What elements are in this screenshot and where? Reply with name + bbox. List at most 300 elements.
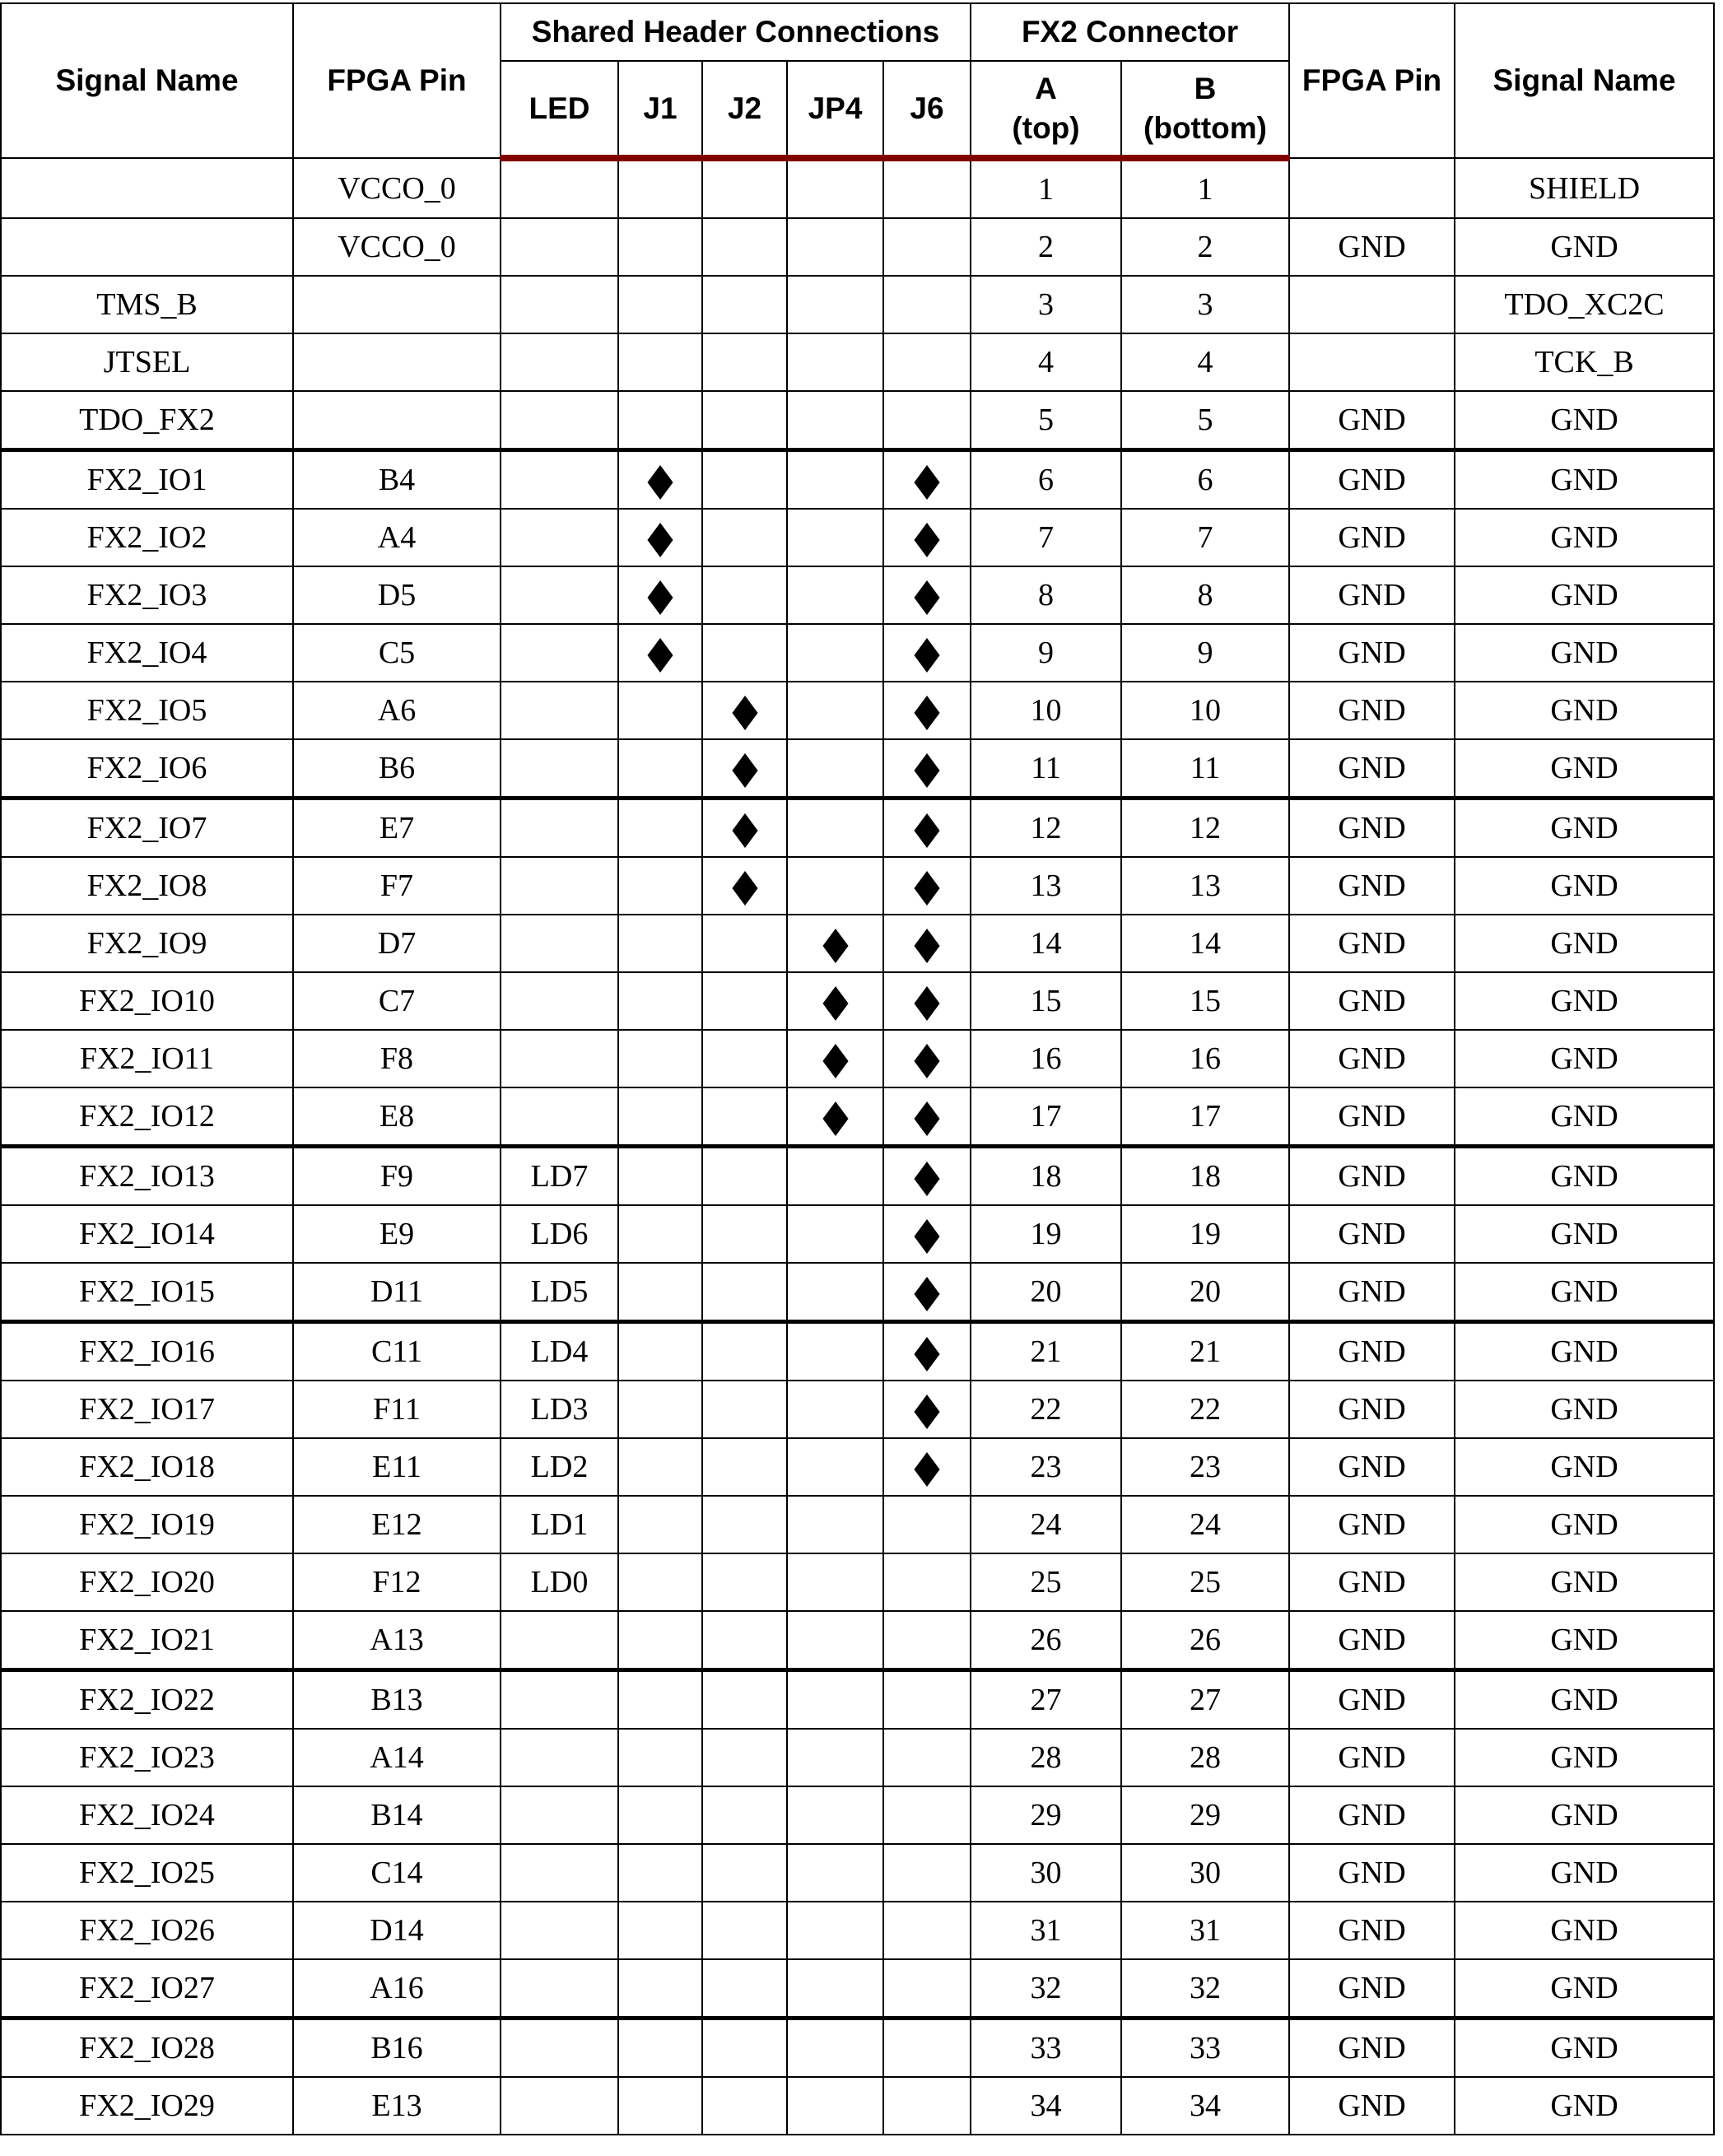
connector-b-pin-cell: 8 xyxy=(1121,566,1289,624)
right-signal-name-cell: GND xyxy=(1455,218,1714,276)
j2-cell xyxy=(702,1786,787,1844)
fpga-pin-cell: C11 xyxy=(293,1322,501,1381)
fpga-pin-cell: D5 xyxy=(293,566,501,624)
led-cell: LD6 xyxy=(501,1205,618,1263)
j2-cell xyxy=(702,276,787,333)
right-fpga-pin-cell: GND xyxy=(1289,739,1455,799)
j1-cell xyxy=(618,276,702,333)
table-row xyxy=(1,1322,1714,1381)
table-body xyxy=(1,158,1714,2135)
j1-cell xyxy=(618,1263,702,1322)
signal-name-cell: FX2_IO12 xyxy=(1,1087,293,1147)
right-fpga-pin-cell: GND xyxy=(1289,915,1455,972)
table-row xyxy=(1,509,1714,566)
connector-b-pin-cell: 16 xyxy=(1121,1030,1289,1087)
led-cell: LD4 xyxy=(501,1322,618,1381)
signal-name-cell: FX2_IO29 xyxy=(1,2077,293,2135)
connector-b-pin-cell: 27 xyxy=(1121,1670,1289,1730)
table-row xyxy=(1,1263,1714,1322)
j6-cell xyxy=(883,799,971,858)
led-cell: LD2 xyxy=(501,1438,618,1496)
led-cell xyxy=(501,1902,618,1959)
j6-cell xyxy=(883,566,971,624)
j1-cell xyxy=(618,1205,702,1263)
connector-a-pin-cell: 16 xyxy=(971,1030,1121,1087)
right-signal-name-cell: GND xyxy=(1455,566,1714,624)
signal-name-cell: FX2_IO22 xyxy=(1,1670,293,1730)
fpga-pin-cell: B14 xyxy=(293,1786,501,1844)
j1-cell xyxy=(618,1729,702,1786)
fpga-pin-cell: E7 xyxy=(293,799,501,858)
right-fpga-pin-cell: GND xyxy=(1289,450,1455,510)
led-cell xyxy=(501,2019,618,2078)
fpga-pin-cell: E12 xyxy=(293,1496,501,1553)
j1-cell xyxy=(618,158,702,218)
led-cell xyxy=(501,624,618,682)
fpga-pin-cell: A4 xyxy=(293,509,501,566)
connector-a-pin-cell: 30 xyxy=(971,1844,1121,1902)
right-signal-name-cell: GND xyxy=(1455,450,1714,510)
header-j6: J6 xyxy=(883,61,971,158)
table-row xyxy=(1,1729,1714,1786)
j1-cell xyxy=(618,566,702,624)
connector-a-pin-cell: 26 xyxy=(971,1611,1121,1670)
connector-b-pin-cell: 10 xyxy=(1121,682,1289,739)
jp4-cell xyxy=(787,450,883,510)
table-header xyxy=(1,3,1714,158)
connector-b-pin-cell: 12 xyxy=(1121,799,1289,858)
header-left-fpga-pin: FPGA Pin xyxy=(293,3,501,158)
right-signal-name-cell: GND xyxy=(1455,1205,1714,1263)
led-cell xyxy=(501,1786,618,1844)
connector-a-pin-cell: 10 xyxy=(971,682,1121,739)
right-signal-name-cell: GND xyxy=(1455,739,1714,799)
j2-cell xyxy=(702,1729,787,1786)
table-row xyxy=(1,1786,1714,1844)
led-cell xyxy=(501,450,618,510)
j6-cell xyxy=(883,972,971,1030)
fpga-pin-cell: D14 xyxy=(293,1902,501,1959)
signal-name-cell: FX2_IO27 xyxy=(1,1959,293,2019)
connector-a-pin-cell: 28 xyxy=(971,1729,1121,1786)
right-fpga-pin-cell: GND xyxy=(1289,1496,1455,1553)
right-fpga-pin-cell xyxy=(1289,276,1455,333)
connector-a-pin-cell: 27 xyxy=(971,1670,1121,1730)
fpga-pin-cell: A14 xyxy=(293,1729,501,1786)
right-fpga-pin-cell: GND xyxy=(1289,1438,1455,1496)
connector-a-pin-cell: 2 xyxy=(971,218,1121,276)
signal-name-cell: FX2_IO13 xyxy=(1,1147,293,1206)
connector-b-pin-cell: 20 xyxy=(1121,1263,1289,1322)
connector-b-pin-cell: 6 xyxy=(1121,450,1289,510)
j1-cell xyxy=(618,1611,702,1670)
connector-a-pin-cell: 21 xyxy=(971,1322,1121,1381)
signal-name-cell: JTSEL xyxy=(1,333,293,391)
j6-cell xyxy=(883,2019,971,2078)
j2-cell xyxy=(702,1496,787,1553)
j6-cell xyxy=(883,624,971,682)
j6-cell xyxy=(883,1322,971,1381)
signal-name-cell: FX2_IO26 xyxy=(1,1902,293,1959)
right-signal-name-cell: GND xyxy=(1455,509,1714,566)
right-fpga-pin-cell: GND xyxy=(1289,1729,1455,1786)
led-cell: LD0 xyxy=(501,1553,618,1611)
signal-name-cell: TMS_B xyxy=(1,276,293,333)
jp4-cell xyxy=(787,1959,883,2019)
connector-a-pin-cell: 13 xyxy=(971,857,1121,915)
table-row xyxy=(1,2019,1714,2078)
jp4-cell xyxy=(787,391,883,450)
fpga-pin-cell: C14 xyxy=(293,1844,501,1902)
j2-cell xyxy=(702,1844,787,1902)
diamond-icon xyxy=(732,871,757,906)
right-signal-name-cell: TCK_B xyxy=(1455,333,1714,391)
j1-cell xyxy=(618,333,702,391)
j6-cell xyxy=(883,1087,971,1147)
right-fpga-pin-cell xyxy=(1289,333,1455,391)
table-row xyxy=(1,218,1714,276)
j2-cell xyxy=(702,1087,787,1147)
j1-cell xyxy=(618,2019,702,2078)
connector-b-pin-cell: 24 xyxy=(1121,1496,1289,1553)
j6-cell xyxy=(883,391,971,450)
fpga-pin-cell: E13 xyxy=(293,2077,501,2135)
j1-cell xyxy=(618,739,702,799)
diamond-icon xyxy=(914,580,939,615)
j2-cell xyxy=(702,1322,787,1381)
diamond-icon xyxy=(822,986,848,1021)
j1-cell xyxy=(618,1087,702,1147)
jp4-cell xyxy=(787,1322,883,1381)
right-fpga-pin-cell: GND xyxy=(1289,1670,1455,1730)
connector-a-pin-cell: 17 xyxy=(971,1087,1121,1147)
diamond-icon xyxy=(914,696,939,730)
diamond-icon xyxy=(914,929,939,963)
led-cell xyxy=(501,333,618,391)
right-fpga-pin-cell: GND xyxy=(1289,1147,1455,1206)
connector-a-pin-cell: 15 xyxy=(971,972,1121,1030)
table-row xyxy=(1,1553,1714,1611)
right-signal-name-cell: GND xyxy=(1455,1087,1714,1147)
right-fpga-pin-cell: GND xyxy=(1289,624,1455,682)
j2-cell xyxy=(702,158,787,218)
right-fpga-pin-cell: GND xyxy=(1289,1381,1455,1438)
j6-cell xyxy=(883,1553,971,1611)
header-a-sublabel: (top) xyxy=(1012,110,1080,145)
right-signal-name-cell: GND xyxy=(1455,915,1714,972)
led-cell xyxy=(501,915,618,972)
jp4-cell xyxy=(787,1205,883,1263)
header-led: LED xyxy=(501,61,618,158)
connector-a-pin-cell: 3 xyxy=(971,276,1121,333)
diamond-icon xyxy=(914,753,939,788)
j2-cell xyxy=(702,624,787,682)
connector-a-pin-cell: 22 xyxy=(971,1381,1121,1438)
fpga-pin-cell: B6 xyxy=(293,739,501,799)
connector-a-pin-cell: 24 xyxy=(971,1496,1121,1553)
fpga-pin-cell xyxy=(293,333,501,391)
header-group-shared-header-connections: Shared Header Connections xyxy=(501,3,971,61)
right-signal-name-cell: GND xyxy=(1455,1263,1714,1322)
right-fpga-pin-cell: GND xyxy=(1289,391,1455,450)
table-row xyxy=(1,1496,1714,1553)
fpga-pin-cell: F8 xyxy=(293,1030,501,1087)
jp4-cell xyxy=(787,1786,883,1844)
jp4-cell xyxy=(787,218,883,276)
fpga-pin-cell: A6 xyxy=(293,682,501,739)
connector-b-pin-cell: 21 xyxy=(1121,1322,1289,1381)
right-signal-name-cell: GND xyxy=(1455,391,1714,450)
connector-b-pin-cell: 5 xyxy=(1121,391,1289,450)
signal-name-cell: FX2_IO16 xyxy=(1,1322,293,1381)
led-cell xyxy=(501,1030,618,1087)
signal-name-cell: FX2_IO8 xyxy=(1,857,293,915)
led-cell xyxy=(501,799,618,858)
j6-cell xyxy=(883,1381,971,1438)
table-row xyxy=(1,857,1714,915)
jp4-cell xyxy=(787,2019,883,2078)
connector-a-pin-cell: 19 xyxy=(971,1205,1121,1263)
j2-cell xyxy=(702,682,787,739)
j1-cell xyxy=(618,857,702,915)
signal-name-cell xyxy=(1,158,293,218)
connector-b-pin-cell: 7 xyxy=(1121,509,1289,566)
led-cell xyxy=(501,2077,618,2135)
j6-cell xyxy=(883,276,971,333)
connector-b-pin-cell: 33 xyxy=(1121,2019,1289,2078)
fpga-pin-cell: F7 xyxy=(293,857,501,915)
diamond-icon xyxy=(914,986,939,1021)
diamond-icon xyxy=(822,1101,848,1136)
fpga-pin-cell: F9 xyxy=(293,1147,501,1206)
right-signal-name-cell: GND xyxy=(1455,1030,1714,1087)
j2-cell xyxy=(702,1670,787,1730)
connector-b-pin-cell: 4 xyxy=(1121,333,1289,391)
j6-cell xyxy=(883,739,971,799)
right-fpga-pin-cell: GND xyxy=(1289,1844,1455,1902)
signal-name-cell: FX2_IO21 xyxy=(1,1611,293,1670)
jp4-cell xyxy=(787,333,883,391)
diamond-icon xyxy=(914,813,939,848)
right-fpga-pin-cell: GND xyxy=(1289,566,1455,624)
table-row xyxy=(1,1030,1714,1087)
diamond-icon xyxy=(914,638,939,673)
connector-b-pin-cell: 18 xyxy=(1121,1147,1289,1206)
j2-cell xyxy=(702,218,787,276)
connector-a-pin-cell: 32 xyxy=(971,1959,1121,2019)
j1-cell xyxy=(618,391,702,450)
led-cell xyxy=(501,739,618,799)
table-row xyxy=(1,1959,1714,2019)
fx2-pinout-table xyxy=(0,2,1715,2135)
j2-cell xyxy=(702,391,787,450)
right-signal-name-cell: GND xyxy=(1455,2077,1714,2135)
diamond-icon xyxy=(647,523,673,557)
jp4-cell xyxy=(787,1729,883,1786)
connector-a-pin-cell: 1 xyxy=(971,158,1121,218)
j2-cell xyxy=(702,1030,787,1087)
connector-b-pin-cell: 23 xyxy=(1121,1438,1289,1496)
diamond-icon xyxy=(647,638,673,673)
led-cell: LD7 xyxy=(501,1147,618,1206)
connector-b-pin-cell: 9 xyxy=(1121,624,1289,682)
j6-cell xyxy=(883,158,971,218)
right-fpga-pin-cell: GND xyxy=(1289,799,1455,858)
right-fpga-pin-cell: GND xyxy=(1289,1263,1455,1322)
j1-cell xyxy=(618,1147,702,1206)
diamond-icon xyxy=(914,465,939,500)
jp4-cell xyxy=(787,1381,883,1438)
diamond-icon xyxy=(914,1162,939,1196)
j2-cell xyxy=(702,1205,787,1263)
connector-a-pin-cell: 4 xyxy=(971,333,1121,391)
diamond-icon xyxy=(822,929,848,963)
right-fpga-pin-cell: GND xyxy=(1289,1030,1455,1087)
led-cell xyxy=(501,509,618,566)
jp4-cell xyxy=(787,509,883,566)
j1-cell xyxy=(618,1496,702,1553)
signal-name-cell: FX2_IO19 xyxy=(1,1496,293,1553)
diamond-icon xyxy=(647,580,673,615)
j6-cell xyxy=(883,1030,971,1087)
header-b-sublabel: (bottom) xyxy=(1143,110,1268,145)
header-right-signal-name: Signal Name xyxy=(1455,3,1714,158)
signal-name-cell: FX2_IO28 xyxy=(1,2019,293,2078)
j1-cell xyxy=(618,1030,702,1087)
jp4-cell xyxy=(787,276,883,333)
jp4-cell xyxy=(787,915,883,972)
table-row xyxy=(1,276,1714,333)
fpga-pin-cell: C5 xyxy=(293,624,501,682)
connector-a-pin-cell: 6 xyxy=(971,450,1121,510)
connector-b-pin-cell: 17 xyxy=(1121,1087,1289,1147)
header-b-label: B xyxy=(1194,71,1217,105)
signal-name-cell: FX2_IO10 xyxy=(1,972,293,1030)
diamond-icon xyxy=(732,813,757,848)
right-signal-name-cell: GND xyxy=(1455,1611,1714,1670)
right-signal-name-cell: TDO_XC2C xyxy=(1455,276,1714,333)
right-signal-name-cell: GND xyxy=(1455,857,1714,915)
connector-b-pin-cell: 2 xyxy=(1121,218,1289,276)
connector-a-pin-cell: 18 xyxy=(971,1147,1121,1206)
led-cell xyxy=(501,276,618,333)
j2-cell xyxy=(702,857,787,915)
diamond-icon xyxy=(914,1395,939,1429)
right-signal-name-cell: GND xyxy=(1455,1438,1714,1496)
right-fpga-pin-cell: GND xyxy=(1289,857,1455,915)
jp4-cell xyxy=(787,972,883,1030)
signal-name-cell: FX2_IO7 xyxy=(1,799,293,858)
right-fpga-pin-cell: GND xyxy=(1289,1553,1455,1611)
j6-cell xyxy=(883,1263,971,1322)
j1-cell xyxy=(618,509,702,566)
j6-cell xyxy=(883,1786,971,1844)
signal-name-cell: FX2_IO2 xyxy=(1,509,293,566)
jp4-cell xyxy=(787,1611,883,1670)
led-cell xyxy=(501,1087,618,1147)
right-signal-name-cell: GND xyxy=(1455,1729,1714,1786)
led-cell xyxy=(501,857,618,915)
led-cell xyxy=(501,391,618,450)
right-fpga-pin-cell: GND xyxy=(1289,682,1455,739)
led-cell xyxy=(501,1844,618,1902)
connector-b-pin-cell: 1 xyxy=(1121,158,1289,218)
right-signal-name-cell: GND xyxy=(1455,1786,1714,1844)
signal-name-cell: FX2_IO18 xyxy=(1,1438,293,1496)
right-fpga-pin-cell: GND xyxy=(1289,509,1455,566)
right-fpga-pin-cell: GND xyxy=(1289,2077,1455,2135)
j2-cell xyxy=(702,2077,787,2135)
j2-cell xyxy=(702,1902,787,1959)
fpga-pin-cell xyxy=(293,391,501,450)
table-row xyxy=(1,333,1714,391)
diamond-icon xyxy=(914,1337,939,1371)
j1-cell xyxy=(618,915,702,972)
signal-name-cell: FX2_IO23 xyxy=(1,1729,293,1786)
j1-cell xyxy=(618,1959,702,2019)
diamond-icon xyxy=(914,1101,939,1136)
fpga-pin-cell: F11 xyxy=(293,1381,501,1438)
jp4-cell xyxy=(787,1496,883,1553)
diamond-icon xyxy=(732,696,757,730)
fpga-pin-cell xyxy=(293,276,501,333)
right-signal-name-cell: GND xyxy=(1455,1496,1714,1553)
connector-b-pin-cell: 26 xyxy=(1121,1611,1289,1670)
j2-cell xyxy=(702,1381,787,1438)
jp4-cell xyxy=(787,1438,883,1496)
jp4-cell xyxy=(787,739,883,799)
j6-cell xyxy=(883,915,971,972)
signal-name-cell: FX2_IO6 xyxy=(1,739,293,799)
right-fpga-pin-cell xyxy=(1289,158,1455,218)
table-row xyxy=(1,1670,1714,1730)
j2-cell xyxy=(702,915,787,972)
jp4-cell xyxy=(787,624,883,682)
right-fpga-pin-cell: GND xyxy=(1289,1611,1455,1670)
j6-cell xyxy=(883,509,971,566)
connector-b-pin-cell: 32 xyxy=(1121,1959,1289,2019)
j6-cell xyxy=(883,2077,971,2135)
j2-cell xyxy=(702,509,787,566)
j2-cell xyxy=(702,1553,787,1611)
right-signal-name-cell: GND xyxy=(1455,1381,1714,1438)
j1-cell xyxy=(618,1902,702,1959)
table-row xyxy=(1,624,1714,682)
fpga-pin-cell: B4 xyxy=(293,450,501,510)
jp4-cell xyxy=(787,1147,883,1206)
header-j1: J1 xyxy=(618,61,702,158)
j1-cell xyxy=(618,1438,702,1496)
connector-a-pin-cell: 7 xyxy=(971,509,1121,566)
right-fpga-pin-cell: GND xyxy=(1289,1902,1455,1959)
j1-cell xyxy=(618,1553,702,1611)
j2-cell xyxy=(702,2019,787,2078)
j1-cell xyxy=(618,682,702,739)
led-cell xyxy=(501,1670,618,1730)
header-b-bottom xyxy=(1121,61,1289,158)
right-signal-name-cell: GND xyxy=(1455,972,1714,1030)
fpga-pin-cell: E11 xyxy=(293,1438,501,1496)
jp4-cell xyxy=(787,158,883,218)
j6-cell xyxy=(883,1611,971,1670)
j1-cell xyxy=(618,218,702,276)
table-row xyxy=(1,391,1714,450)
led-cell xyxy=(501,566,618,624)
header-j2: J2 xyxy=(702,61,787,158)
right-fpga-pin-cell: GND xyxy=(1289,1959,1455,2019)
right-fpga-pin-cell: GND xyxy=(1289,1786,1455,1844)
j6-cell xyxy=(883,1902,971,1959)
